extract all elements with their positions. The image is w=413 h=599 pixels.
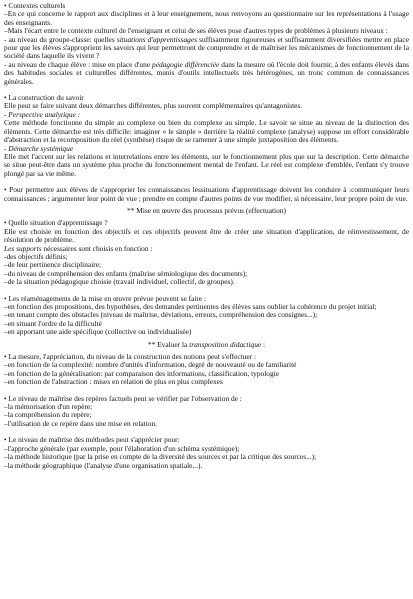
list-item: –la méthode géographique (l'analyse d'une organisation spatiale...). — [4, 460, 203, 470]
section-methods — [4, 436, 409, 470]
section-knowledge-construction — [4, 94, 409, 178]
paragraph-supports: Les supports nécessaires sont choisis en fonction : — [4, 243, 153, 253]
paragraph-class-group: - au niveau du groupe-classe: quelles situations d'apprentissages suffisamment rigoureuses et suffisamment diversifiées mettre en place pour que les élèves s'approprient les savoirs qui leur permettront de comprendre et de maîtriser les mécanismes de fonctionnement de la société dans laquelle ils vivent ? — [4, 34, 409, 61]
list-item: –en situant l'ordre de la difficulté — [4, 318, 102, 328]
heading-analytic-perspective: - Perspective analytique : — [4, 109, 81, 119]
list-item: –en tenant compte des obstacles (niveau de maîtrise, déviations, erreurs, compréhension des consignes...); — [4, 310, 318, 320]
heading-cultural-contexts: • Contextes culturels — [4, 1, 66, 10]
paragraph-disciplines: –En ce qui concerne le rapport aux disciplines et à leur enseignement, nous renvoyons au questionnaire sur les représentations à l'usage des enseignants. — [4, 9, 409, 27]
list-item: –en fonction des propositions, des hypothèses, des demandes pertinentes des élèves sans oublier la cohérence du projet initial; — [4, 302, 377, 311]
paragraph-cultural-gap: –Mais l'écart entre le contexte culturel de l'enseignant et celui de ses élèves pose d'autres types de problèmes à plusieurs niveaux : — [4, 26, 388, 36]
heading-measure: • La mesure, l'appréciation, du niveau de la construction des notions peut s'effectuer : — [4, 352, 257, 362]
list-item: –en fonction de la généralisation: par comparaison des informations, classification, typologie — [4, 368, 280, 378]
section-cultural-contexts — [4, 2, 409, 86]
heading-knowledge-construction: • La construction du savoir — [4, 93, 84, 103]
paragraph-two-approaches: Elle peut se faire suivant deux démarches différentes, plus souvent complémentaires qu'antagonistes. — [4, 101, 303, 111]
list-item: –en apportant une aide spécifique (collective ou individualisée) — [4, 327, 192, 337]
heading-readjustments: • Les réaménagements de la mise en œuvre prévue peuvent se faire : — [4, 293, 207, 303]
list-item: –en fonction de l'abstraction : mises en relation de plus en plus complexes — [4, 377, 223, 387]
list-item: –de leur pertinence disciplinaire; — [4, 260, 102, 270]
list-item: –du niveau de compréhension des enfants (maîtrise sémiologique des documents); — [4, 268, 248, 278]
paragraph-each-pupil: - au niveau de chaque élève : mise en place d'une pédagogie différenciée dans la mesure où l'école doit fournir, à des enfants élevés dans des habitudes sociales et culturelles différentes, munis d'outils intellectuels très hétérogènes, un tronc commun de connaissances générales. — [4, 59, 409, 86]
heading-factual-landmarks: • Le niveau de maîtrise des repères factuels peut se vérifier par l'observation de : — [4, 393, 242, 403]
list-item: –l'approche générale (par exemple, pour l'élaboration d'un schéma systémique); — [4, 443, 240, 453]
heading-methods: • Le niveau de maîtrise des méthodes peut s'apprécier pour: — [4, 435, 180, 445]
section-title-evaluation: ** Evaluer la transposition didactique : — [147, 339, 266, 349]
section-measure — [4, 353, 409, 387]
list-item: –la méthode historique (par la prise en compte de la diversité des sources et par la critique des sources...); — [4, 452, 317, 462]
list-item: –l'utilisation de ce repère dans une mise en relation. — [4, 418, 157, 428]
section-learning-situation — [4, 219, 409, 286]
list-item: –la compréhension du repère; — [4, 410, 92, 420]
paragraph-appropriation: • Pour permettre aux élèves de s'approprier les connaissances lessituations d'apprentissage doivent les conduire à :communiquer leurs connaissances ; argumenter leur point de vue ; prendre en compte d'autres points de vue modifier, si nécessaire, leur propre point de vue. — [4, 185, 409, 203]
paragraph-objectives: Elle est choisie en fonction des objectifs et ces objectifs peuvent être de créer une situation d'application, de réinvestissement, de résolution de problème. — [4, 226, 409, 245]
section-factual-landmarks — [4, 395, 409, 429]
list-item: –en fonction de la complexité: nombre d'unités d'information, degré de nouveauté ou de familiarité — [4, 360, 297, 370]
heading-learning-situation: • Quelle situation d'apprentissage ? — [4, 218, 108, 228]
list-item: –la mémorisation d'un repère; — [4, 402, 93, 412]
section-readjustments — [4, 295, 409, 337]
list-item: -des objectifs définis; — [4, 251, 68, 261]
list-item: –de la situation pédagogique choisie (travail individuel, collectif, de groupes). — [4, 277, 235, 287]
heading-systemic-approach: - Démarche systémique — [4, 143, 74, 153]
section-title-implementation: ** Mise en œuvre des processus prévus (effectuation) — [127, 205, 286, 215]
paragraph-systemic: Elle met l'accent sur les relations et interrelations entre les éléments, sur le fonctionnement plus que sur la description. Cette démarche se situe peut-être dans un système plus proche du fonctionnement mental de l'enfant. Le réel est complexe d'emblée, l'enfant s'y trouve plongé par sa vie même. — [4, 151, 409, 178]
paragraph-analytic: Cette méthode fonctionne du simple au complexe ou bien du complexe au simple. Le savoir se situe au niveau de la distinction des éléments. Cette démarche est très difficile: imaginer « le simple » derrière la réalité complexe (analyse) suppose un effort considérable d'abstraction et la recomposition du réel (synthèse) risque de se ramener à une simple juxtaposition des éléments. — [4, 118, 409, 145]
